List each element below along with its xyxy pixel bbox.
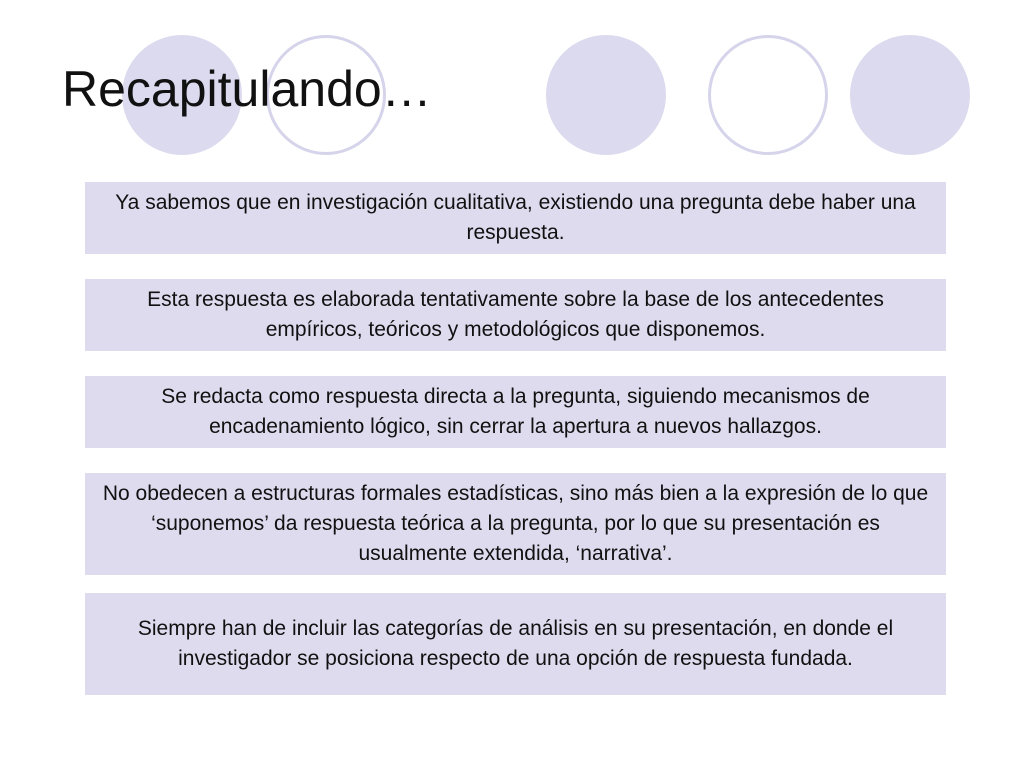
point-box-2	[85, 279, 946, 351]
point-text-5: Siempre han de incluir las categorías de análisis en su presentación, en donde el investigador se posiciona respecto de una opción de respuesta fundada.	[137, 617, 894, 670]
point-box-5	[85, 593, 946, 695]
decor-circle-filled-3	[850, 35, 970, 155]
point-text-4: No obedecen a estructuras formales estadísticas, sino más bien a la expresión de lo que ‘suponemos’ da respuesta teórica a la pregunta, por lo que su presentación es usualmente extendida, ‘narrativa’.	[102, 482, 929, 565]
point-text-1: Ya sabemos que en investigación cualitativa, existiendo una pregunta debe haber una respuesta.	[115, 191, 916, 244]
point-box-1	[85, 182, 946, 254]
point-box-4	[85, 473, 946, 575]
point-box-3	[85, 376, 946, 448]
point-text-3: Se redacta como respuesta directa a la pregunta, siguiendo mecanismos de encadenamiento lógico, sin cerrar la apertura a nuevos hallazgos.	[161, 385, 870, 438]
decor-circle-filled-2	[546, 35, 666, 155]
slide-title: Recapitulando…	[62, 61, 432, 117]
decor-circle-outline-2	[708, 35, 828, 155]
point-text-2: Esta respuesta es elaborada tentativamente sobre la base de los antecedentes empíricos, teóricos y metodológicos que disponemos.	[147, 288, 884, 341]
